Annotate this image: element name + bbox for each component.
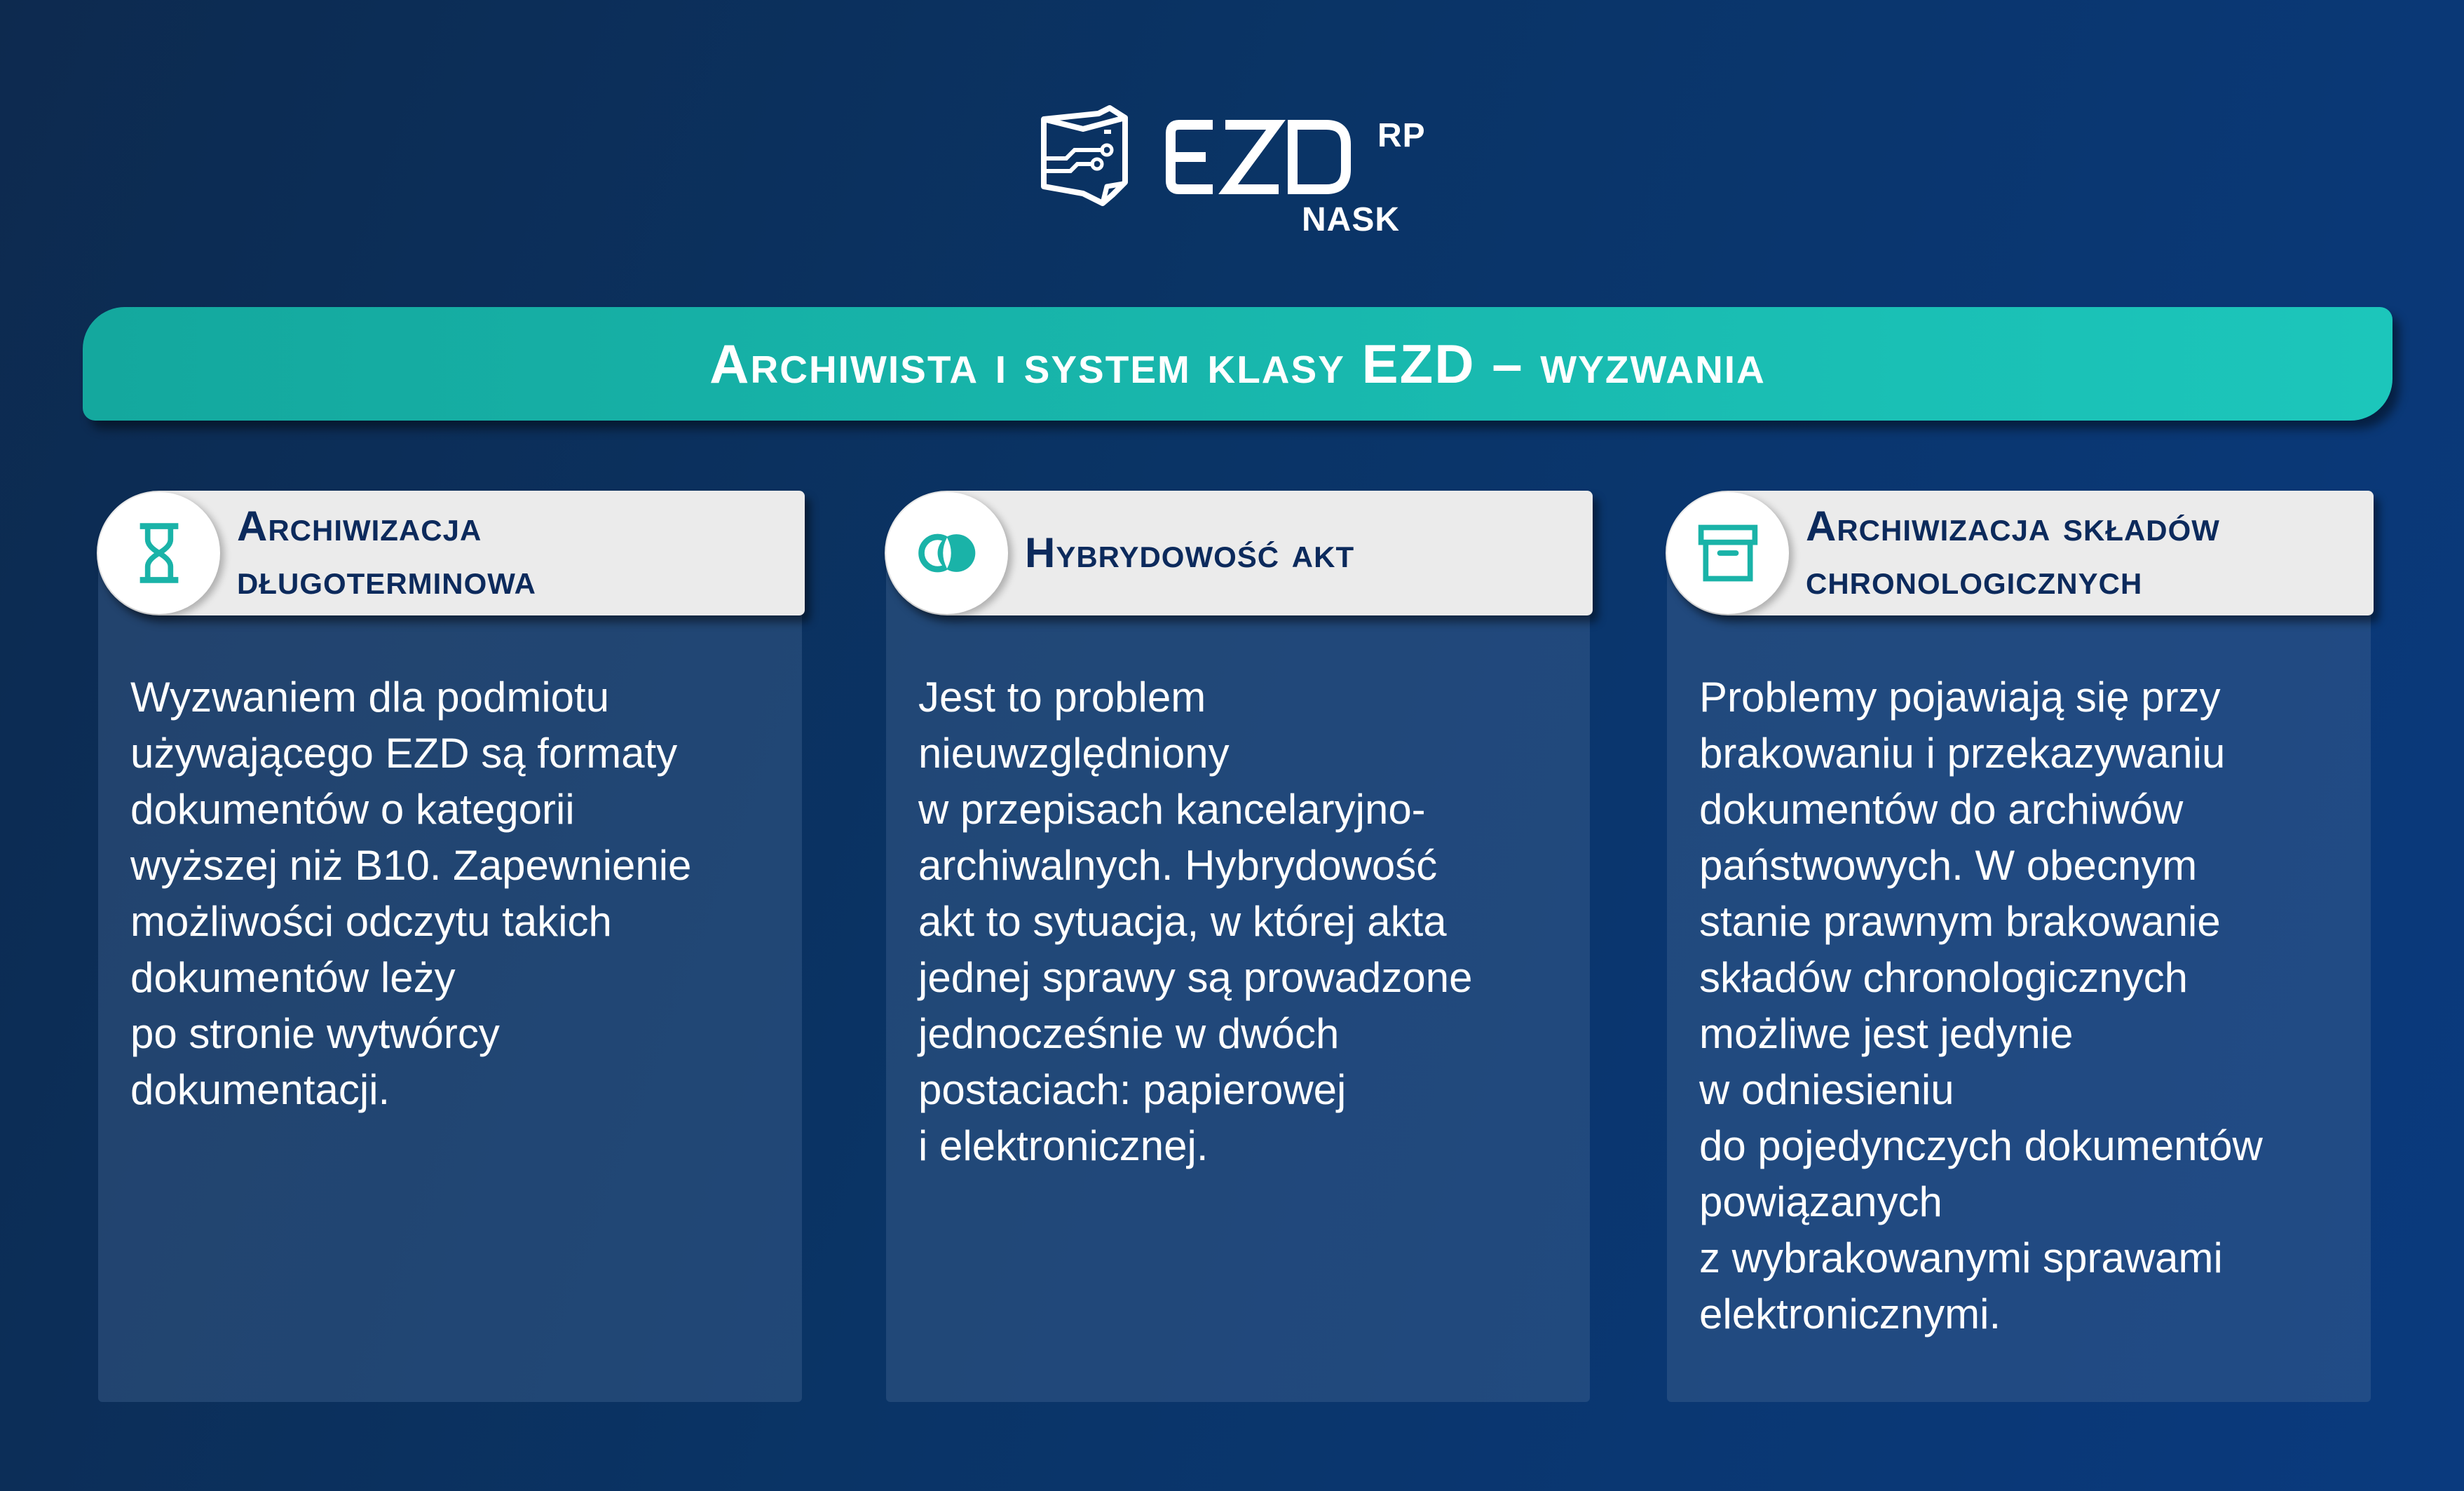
card-long-term-archiving bbox=[97, 491, 805, 1402]
card-description: Jest to problem nieuwzględniony w przepisach kancelaryjno- archiwalnych. Hybrydowość akt to sytuacja, w której akta jednej sprawy są prowadzone jednocześnie w dwóch postaciach: papierowej i elektronicznej. bbox=[918, 674, 1473, 1169]
icon-badge bbox=[1667, 492, 1789, 614]
archive-box-icon bbox=[1694, 519, 1762, 587]
icon-badge bbox=[98, 492, 220, 614]
logo-wordmark bbox=[1164, 115, 1353, 199]
card-title: Archiwizacja składów chronologicznych bbox=[1806, 503, 2220, 603]
page-title: Archiwista i system klasy EZD – wyzwania bbox=[709, 332, 1766, 395]
card-header bbox=[1666, 491, 2374, 615]
title-banner bbox=[83, 307, 2392, 421]
overlapping-circles-icon bbox=[913, 519, 981, 587]
icon-badge bbox=[886, 492, 1008, 614]
card-header bbox=[97, 491, 805, 615]
card-title: Hybrydowość akt bbox=[1025, 529, 1355, 576]
document-chip-icon bbox=[1034, 104, 1132, 209]
card-chronological-archiving bbox=[1666, 491, 2374, 1402]
logo-superscript: RP bbox=[1377, 117, 1426, 154]
card-description: Wyzwaniem dla podmiotu używającego EZD są formaty dokumentów o kategorii wyższej niż B10. Zapewnienie możliwości odczytu takich dokumentów leży po stronie wytwórcy dokumentacji. bbox=[130, 674, 692, 1113]
logo-organization: NASK bbox=[1302, 201, 1401, 238]
logo-brand-text: EZD bbox=[1164, 115, 1165, 116]
card-header bbox=[885, 491, 1593, 615]
card-title: Archiwizacja długoterminowa bbox=[237, 503, 536, 603]
card-hybrid-records bbox=[885, 491, 1593, 1402]
logo bbox=[1034, 104, 1441, 244]
hourglass-icon bbox=[125, 519, 193, 587]
card-description: Problemy pojawiają się przy brakowaniu i przekazywaniu dokumentów do archiwów państwowych. W obecnym stanie prawnym brakowanie składów chronologicznych możliwe jest jedynie w odniesieniu do pojedynczych dokumentów powiązanych z wybrakowanymi sprawami elektronicznymi. bbox=[1699, 674, 2263, 1337]
